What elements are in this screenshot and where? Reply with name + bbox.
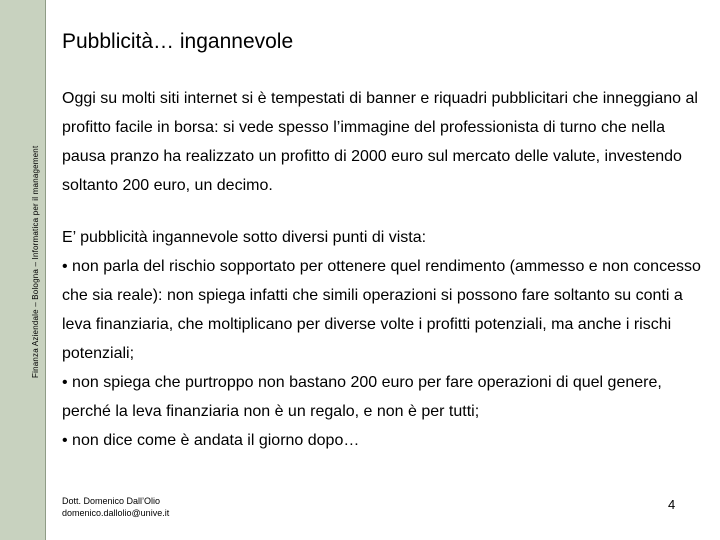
bullet-item-risk: • non parla del rischio sopportato per ottenere quel rendimento (ammesso e non concesso che sia reale): non spiega infatti che simili operazioni si possono fare soltanto su conti a leva finanziaria, che moltiplicano per diverse volte i profitti potenziali, ma anche i rischi potenziali; bbox=[62, 258, 701, 362]
sidebar-divider bbox=[45, 0, 46, 540]
slide-body bbox=[62, 84, 712, 455]
intro-paragraph: Oggi su molti siti internet si è tempestati di banner e riquadri pubblicitari che inneggiano al profitto facile in borsa: si vede spesso l’immagine del professionista di turno che nella pausa pranzo ha realizzato un profitto di 2000 euro sul mercato delle valute, investendo soltanto 200 euro, un decimo. bbox=[62, 90, 698, 194]
page-number: 4 bbox=[668, 497, 676, 512]
slide-title: Pubblicità… ingannevole bbox=[62, 30, 294, 53]
sidebar-caption: Finanza Aziendale – Bologna – Informatica per il management bbox=[31, 145, 40, 378]
author-email: domenico.dallolio@unive.it bbox=[62, 508, 170, 518]
footer-author-block bbox=[62, 495, 169, 519]
author-name: Dott. Domenico Dall’Olio bbox=[62, 496, 161, 506]
lead-sentence: E’ pubblicità ingannevole sotto diversi punti di vista: bbox=[62, 229, 427, 246]
bullet-item-next-day: • non dice come è andata il giorno dopo… bbox=[62, 432, 360, 449]
bullet-item-leverage: • non spiega che purtroppo non bastano 200 euro per fare operazioni di quel genere, perché la leva finanziaria non è un regalo, e non è per tutti; bbox=[62, 374, 662, 420]
